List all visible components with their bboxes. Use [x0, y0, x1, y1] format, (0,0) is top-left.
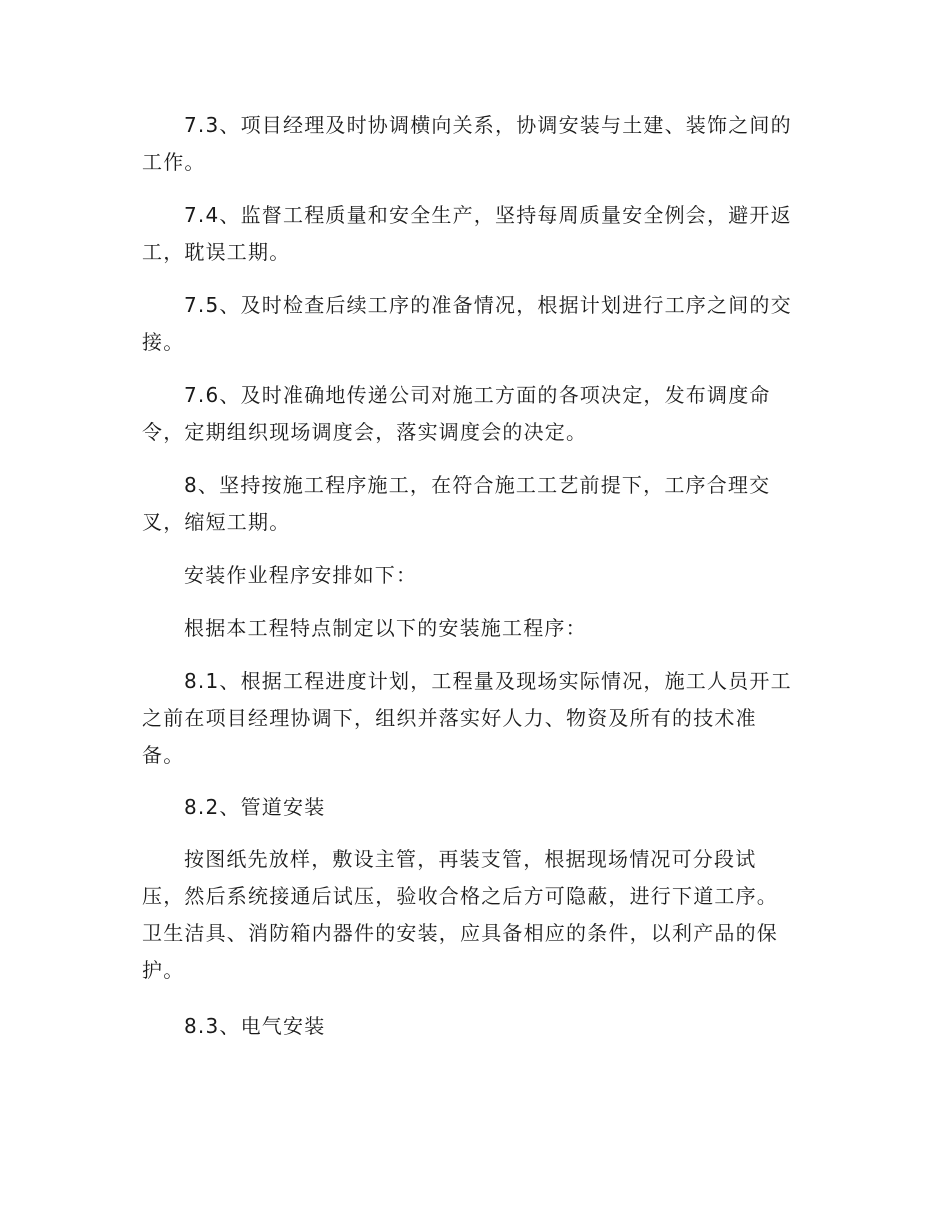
paragraph-8-1	[142, 663, 812, 774]
paragraph-pipe-installation	[142, 841, 812, 989]
text-line: 工，耽误工期。	[142, 240, 291, 264]
text-line: 7.4、监督工程质量和安全生产，坚持每周质量安全例会，避开返	[184, 203, 792, 227]
text-line: 备。	[142, 743, 185, 767]
paragraph-7-3	[142, 107, 812, 181]
text-line: 压，然后系统接通后试压，验收合格之后方可隐蔽，进行下道工序。	[142, 884, 778, 908]
paragraph-install-sequence	[142, 557, 812, 594]
paragraph-8-3-heading	[142, 1008, 812, 1045]
text-line: 7.5、及时检查后续工序的准备情况，根据计划进行工序之间的交	[184, 293, 792, 317]
text-line: 7.6、及时准确地传递公司对施工方面的各项决定，发布调度命	[184, 383, 771, 407]
text-line: 护。	[142, 958, 185, 982]
text-line: 叉，缩短工期。	[142, 510, 291, 534]
paragraph-8	[142, 467, 812, 541]
text-line: 按图纸先放样，敷设主管，再装支管，根据现场情况可分段试	[184, 847, 757, 871]
text-line: 之前在项目经理协调下，组织并落实好人力、物资及所有的技术准	[142, 706, 757, 730]
text-line: 接。	[142, 330, 185, 354]
paragraph-procedure-intro	[142, 610, 812, 647]
paragraph-7-4	[142, 197, 812, 271]
text-line: 8.3、电气安装	[184, 1014, 326, 1038]
text-line: 8.2、管道安装	[184, 795, 326, 819]
text-line: 7.3、项目经理及时协调横向关系，协调安装与土建、装饰之间的	[184, 113, 792, 137]
text-line: 工作。	[142, 150, 206, 174]
text-line: 卫生洁具、消防箱内器件的安装，应具备相应的条件，以利产品的保	[142, 921, 778, 945]
text-line: 8、坚持按施工程序施工，在符合施工工艺前提下，工序合理交	[184, 473, 771, 497]
text-line: 8.1、根据工程进度计划，工程量及现场实际情况，施工人员开工	[184, 669, 792, 693]
text-line: 根据本工程特点制定以下的安装施工程序：	[184, 616, 587, 640]
text-line: 令，定期组织现场调度会，落实调度会的决定。	[142, 420, 588, 444]
paragraph-7-5	[142, 287, 812, 361]
paragraph-7-6	[142, 377, 812, 451]
text-line: 安装作业程序安排如下：	[184, 563, 418, 587]
paragraph-8-2-heading	[142, 789, 812, 826]
